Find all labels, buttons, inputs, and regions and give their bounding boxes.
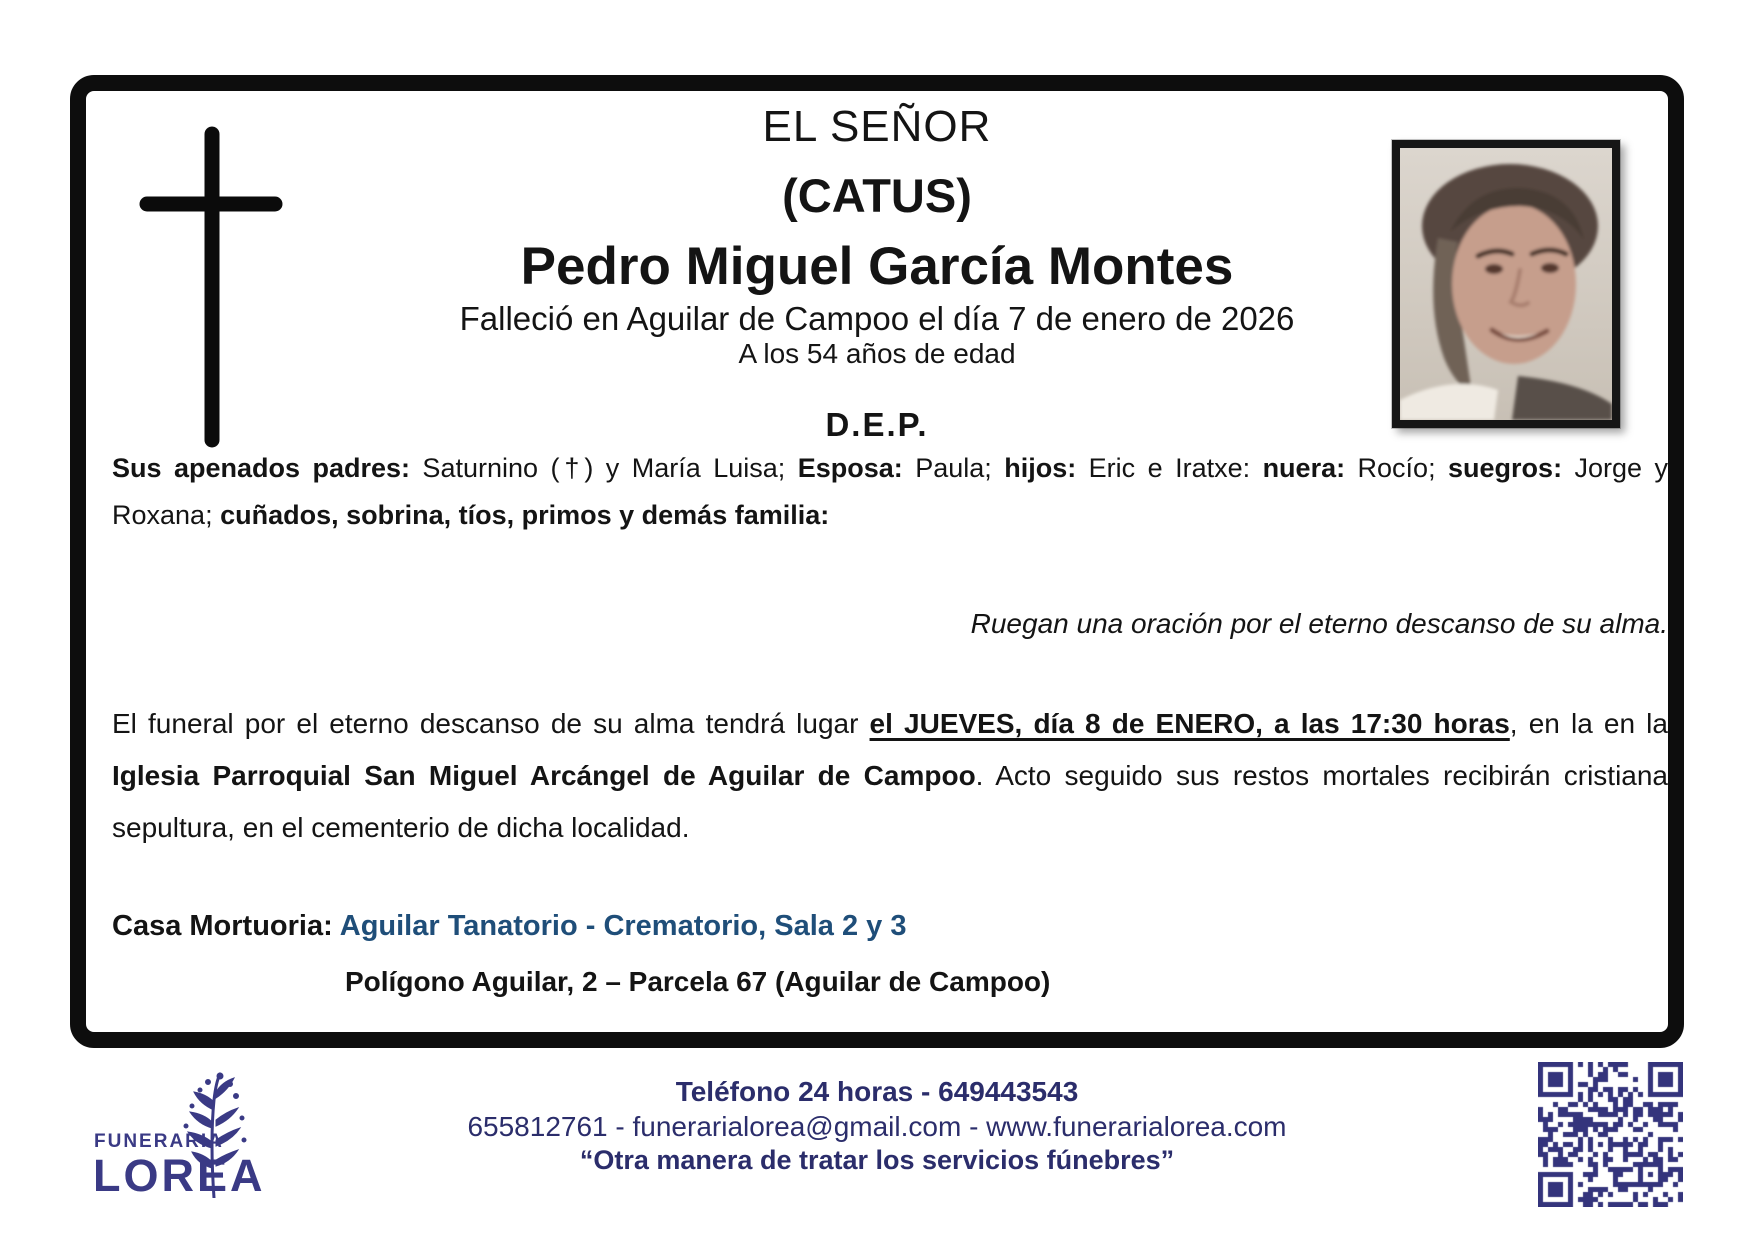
funeral-paragraph: El funeral por el eterno descanso de su alma tendrá lugar el JUEVES, día 8 de ENERO, a las 17:30 horas, en la en la Iglesia Parroquial San Miguel Arcángel de Aguilar de Campoo. Acto seguido sus restos mortales recibirán cristiana sepultura, en el cementerio de dicha localidad. <box>112 708 1669 843</box>
age-line: A los 54 años de edad <box>738 338 1016 369</box>
honorific: EL SEÑOR <box>762 102 992 151</box>
phone-line: Teléfono 24 horas - 649443543 <box>675 1076 1079 1107</box>
qr-code <box>1538 1062 1683 1207</box>
death-line: Falleció en Aguilar de Campoo el día 7 de enero de 2026 <box>459 300 1295 337</box>
family-paragraph: Sus apenados padres: Saturnino (†) y María Luisa; Esposa: Paula; hijos: Eric e Iratxe: nuera: Rocío; suegros: Jorge y Roxana; cuñados, sobrina, tíos, primos y demás familia: <box>112 453 1668 530</box>
mortuary-line: Casa Mortuoria: Aguilar Tanatorio - Crematorio, Sala 2 y 3 <box>112 910 907 942</box>
prayer-line: Ruegan una oración por el eterno descanso de su alma. <box>970 608 1668 639</box>
logo-text-lorea: LOREA <box>93 1150 266 1201</box>
mortuary-address: Polígono Aguilar, 2 – Parcela 67 (Aguilar de Campoo) <box>345 966 1051 997</box>
logo-text-funeraria: FUNERARIA <box>94 1131 224 1152</box>
dep-abbreviation: D.E.P. <box>825 406 929 443</box>
deceased-name: Pedro Miguel García Montes <box>520 237 1234 296</box>
contact-line: 655812761 - funerarialorea@gmail.com - www.funerarialorea.com <box>467 1111 1287 1142</box>
nickname: (CATUS) <box>782 169 972 222</box>
slogan-line: “Otra manera de tratar los servicios fúnebres” <box>579 1145 1175 1175</box>
